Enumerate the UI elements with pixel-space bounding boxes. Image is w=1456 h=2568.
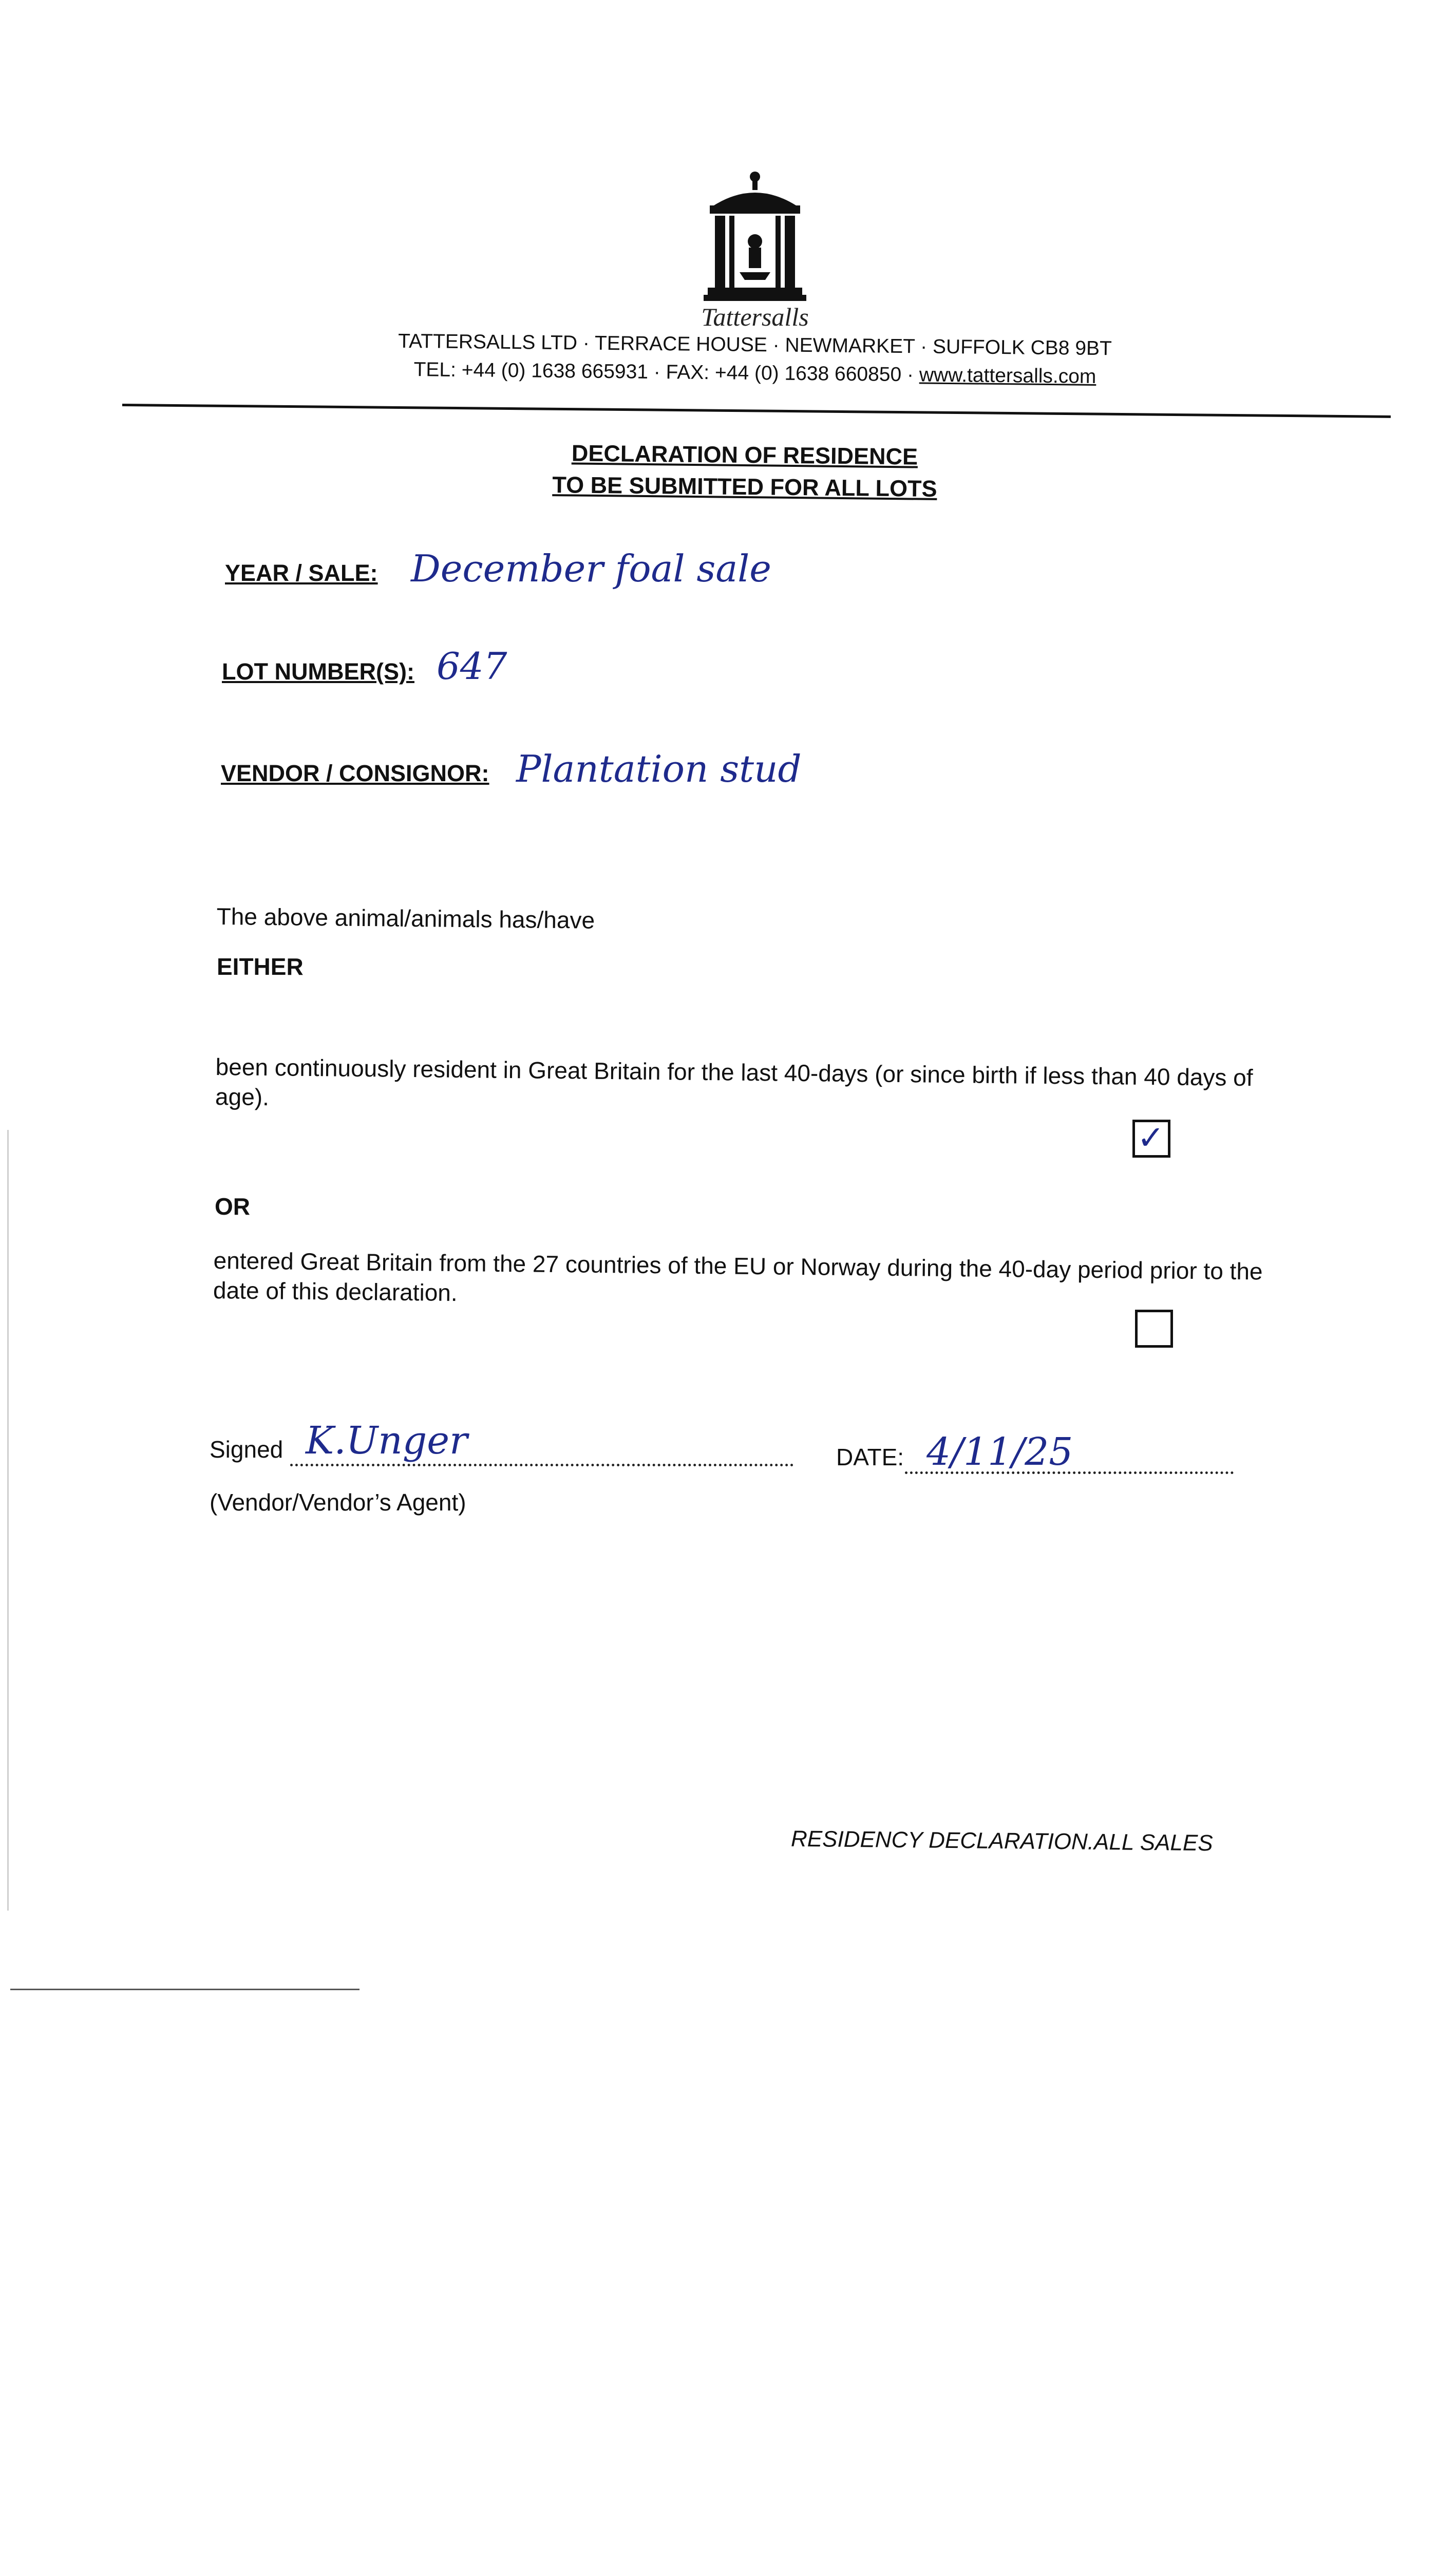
either-label: EITHER (217, 953, 304, 980)
year-sale-value[interactable]: December foal sale (411, 547, 771, 590)
vendor-value[interactable]: Plantation stud (516, 747, 802, 790)
contact-line (360, 358, 1150, 389)
check-mark-icon: ✓ (1137, 1119, 1165, 1157)
tattersalls-logo-icon (698, 169, 811, 303)
form-subtitle: TO BE SUBMITTED FOR ALL LOTS (552, 471, 937, 502)
or-label: OR (215, 1193, 250, 1220)
lot-number-value[interactable]: 647 (437, 645, 507, 688)
scan-edge-vertical (7, 1130, 9, 1911)
declaration-intro: The above animal/animals has/have (216, 902, 595, 934)
form-title: DECLARATION OF RESIDENCE (571, 440, 918, 470)
lot-number-label: LOT NUMBER(S): (222, 658, 414, 685)
option-entered-gb-text: entered Great Britain from the 27 countries of the EU or Norway during the 40-day period prior to the date of this declaration. (213, 1247, 1263, 1306)
signed-label: Signed (210, 1436, 283, 1463)
option-entered-gb-checkbox[interactable] (1135, 1310, 1173, 1348)
contact-numbers: TEL: +44 (0) 1638 665931 · FAX: +44 (0) 1638 660850 · (413, 358, 920, 386)
date-label: DATE: (836, 1444, 904, 1470)
header-divider (122, 404, 1391, 418)
date-value: 4/11/25 (926, 1430, 1073, 1474)
website-link[interactable]: www.tattersalls.com (919, 364, 1096, 388)
address-line: TATTERSALLS LTD · TERRACE HOUSE · NEWMARKET · SUFFOLK CB8 9BT (398, 330, 1112, 360)
year-sale-label: YEAR / SALE: (225, 560, 378, 586)
brand-name: Tattersalls (701, 303, 809, 331)
signature-line[interactable] (290, 1419, 793, 1466)
signature-value: K.Unger (306, 1419, 468, 1463)
footer-reference: RESIDENCY DECLARATION.ALL SALES (790, 1826, 1213, 1856)
option-continuous-residence-checkbox[interactable] (1132, 1120, 1170, 1158)
vendor-label: VENDOR / CONSIGNOR: (221, 760, 489, 786)
scan-edge-horizontal (10, 1989, 360, 1990)
signatory-role: (Vendor/Vendor’s Agent) (210, 1489, 466, 1516)
option-continuous-residence-text: been continuously resident in Great Britain for the last 40-days (or since birth if less than 40 days of age). (215, 1053, 1253, 1111)
date-line[interactable] (905, 1430, 1234, 1474)
